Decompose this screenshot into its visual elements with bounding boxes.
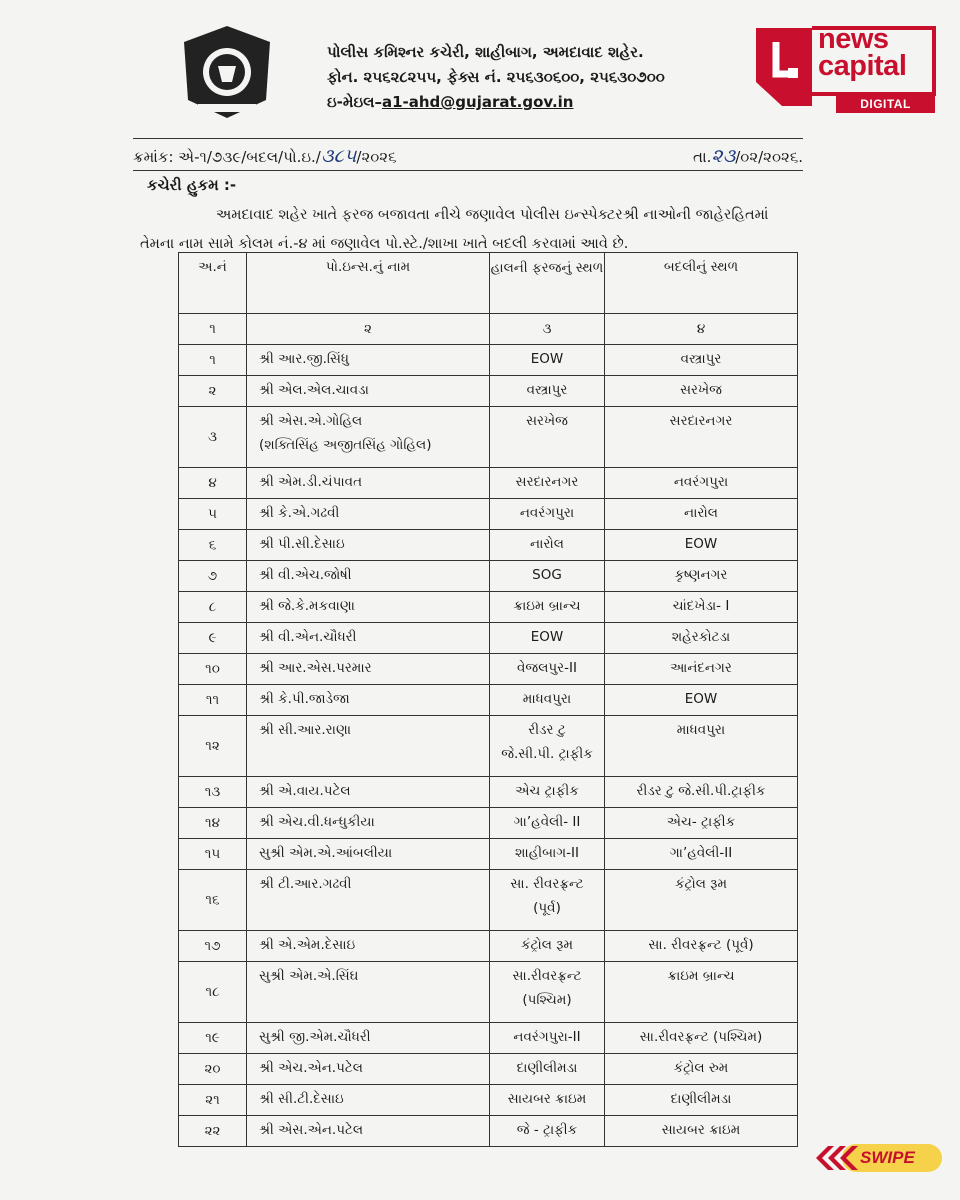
officer-name: શ્રી એસ.એન.પટેલ	[259, 1122, 364, 1138]
office-address-block	[327, 40, 665, 115]
table-row	[179, 962, 798, 1023]
transfer-place: EOW	[684, 536, 718, 552]
table-row	[179, 407, 798, 468]
cell-name	[247, 654, 490, 685]
cell-name	[247, 1116, 490, 1147]
order-title: કચેરી હુકમ :-	[147, 176, 237, 194]
table-body	[179, 345, 798, 1147]
office-email-line	[327, 90, 665, 115]
cell-name	[247, 870, 490, 931]
table-row	[179, 685, 798, 716]
header-serial: અ.નં	[179, 253, 247, 314]
cell-serial: ૧૧	[179, 685, 247, 716]
current-posting-line2: (પૂર્વ)	[533, 900, 561, 916]
table-row	[179, 716, 798, 777]
cell-current-posting	[490, 839, 605, 870]
current-posting: EOW	[530, 351, 564, 367]
transfer-place: રીડર ટુ જે.સી.પી.ટ્રાફીક	[636, 783, 766, 799]
officer-name: શ્રી ટી.આર.ગઢવી	[259, 876, 352, 892]
cell-name	[247, 499, 490, 530]
cell-serial: ૬	[179, 530, 247, 561]
transfer-place: સા.રીવરફ્રન્ટ (પશ્ચિમ)	[639, 1029, 763, 1045]
cell-current-posting	[490, 1023, 605, 1054]
cell-serial: ૨	[179, 376, 247, 407]
current-posting: સરખેજ	[526, 413, 568, 429]
colnum-4: ૪	[605, 314, 798, 345]
cell-transfer-place	[605, 592, 798, 623]
current-posting-line2: જે.સી.પી. ટ્રાફીક	[501, 746, 593, 762]
cell-serial: ૧૭	[179, 931, 247, 962]
transfer-place: એચ- ટ્રાફીક	[666, 814, 736, 830]
cell-current-posting	[490, 561, 605, 592]
logo-line-news: news	[818, 23, 889, 55]
cell-transfer-place	[605, 1054, 798, 1085]
date-handwritten-day: ૨૩	[711, 145, 736, 167]
table-row	[179, 345, 798, 376]
cell-name	[247, 839, 490, 870]
cell-transfer-place	[605, 808, 798, 839]
current-posting: સરદારનગર	[515, 474, 579, 490]
cell-name	[247, 931, 490, 962]
order-paragraph	[140, 201, 800, 259]
current-posting: એચ ટ્રાફીક	[515, 783, 579, 799]
transfer-place: ગા’હવેલી-II	[669, 845, 733, 861]
date-label: તા.	[693, 148, 712, 166]
current-posting: સા. રીવરફ્રન્ટ	[510, 876, 584, 892]
cell-name	[247, 623, 490, 654]
officer-name: શ્રી પી.સી.દેસાઇ	[259, 536, 345, 552]
cell-serial: ૨૦	[179, 1054, 247, 1085]
cell-transfer-place	[605, 1023, 798, 1054]
transfer-place: ક્રાઇમ બ્રાન્ચ	[667, 968, 735, 984]
header-name: પો.ઇન્સ.નું નામ	[247, 253, 490, 314]
office-name: પોલીસ કમિશ્નર કચેરી, શાહીબાગ, અમદાવાદ શહેર.	[327, 43, 644, 61]
table-header-row	[179, 253, 798, 314]
current-posting: નારોલ	[530, 536, 564, 552]
cell-serial: ૫	[179, 499, 247, 530]
cell-serial: ૧૨	[179, 716, 247, 777]
cell-transfer-place	[605, 716, 798, 777]
table-row	[179, 561, 798, 592]
transfer-place: આનંદનગર	[670, 660, 732, 676]
transfer-place: વસ્ત્રાપુર	[680, 351, 722, 367]
cell-serial: ૧૪	[179, 808, 247, 839]
officer-name: શ્રી એચ.એન.પટેલ	[259, 1060, 363, 1076]
transfer-place: સરખેજ	[680, 382, 722, 398]
cell-transfer-place	[605, 561, 798, 592]
table-row	[179, 777, 798, 808]
cell-transfer-place	[605, 654, 798, 685]
transfer-place: કૃષ્ણનગર	[674, 567, 728, 583]
cell-current-posting	[490, 530, 605, 561]
transfer-place: EOW	[684, 691, 718, 707]
cell-serial: ૭	[179, 561, 247, 592]
transfer-place: દાણીલીમડા	[670, 1091, 732, 1107]
news-capital-wordmark	[818, 23, 907, 82]
transfer-place: કંટ્રોલ રુમ	[673, 1060, 729, 1076]
cell-current-posting	[490, 468, 605, 499]
cell-transfer-place	[605, 468, 798, 499]
cell-name	[247, 407, 490, 468]
officer-name: શ્રી સી.આર.રાણા	[259, 722, 352, 738]
table-row	[179, 931, 798, 962]
table-row	[179, 1054, 798, 1085]
cell-current-posting	[490, 1054, 605, 1085]
cell-current-posting	[490, 685, 605, 716]
cell-current-posting	[490, 1085, 605, 1116]
cell-serial: ૧૯	[179, 1023, 247, 1054]
current-posting: વેજલપુર-II	[517, 660, 577, 676]
cell-name	[247, 376, 490, 407]
order-paragraph-text: અમદાવાદ શહેર ખાતે ફરજ બજાવતા નીચે જણાવેલ પોલીસ ઇન્સ્પેક્ટરશ્રી નાઓની જાહેરહિતમાં તેમના નામ સામે કોલમ નં.-૪ માં જણાવેલ પો.સ્ટે./શાખા ખાતે બદલી કરવામાં આવે છે.	[140, 207, 769, 252]
swipe-label[interactable]: SWIPE	[860, 1148, 915, 1167]
officer-name: શ્રી જે.કે.મકવાણા	[259, 598, 355, 614]
cell-serial: ૧૬	[179, 870, 247, 931]
table-row	[179, 808, 798, 839]
table-row	[179, 1023, 798, 1054]
top-rule	[133, 138, 803, 139]
office-phone: ફોન. ૨૫૬૨૮૨૫૫, ફેક્સ નં. ૨૫૬૩૦૬૦૦, ૨૫૬૩૦૭૦૦	[327, 68, 665, 86]
cell-current-posting	[490, 345, 605, 376]
cell-name	[247, 962, 490, 1023]
transfer-table	[178, 252, 798, 1147]
transfer-place: નારોલ	[684, 505, 718, 521]
cell-current-posting	[490, 716, 605, 777]
email-link[interactable]: a1-ahd@gujarat.gov.in	[381, 93, 574, 111]
cell-serial: ૧૮	[179, 962, 247, 1023]
cell-current-posting	[490, 592, 605, 623]
transfer-place: સાયબર ક્રાઇમ	[661, 1122, 741, 1138]
cell-serial: ૨૧	[179, 1085, 247, 1116]
cell-transfer-place	[605, 1085, 798, 1116]
transfer-place: નવરંગપુરા	[673, 474, 729, 490]
officer-name: શ્રી વી.એચ.જોષી	[259, 567, 352, 583]
colnum-3: ૩	[490, 314, 605, 345]
cell-transfer-place	[605, 685, 798, 716]
current-posting: સા.રીવરફ્રન્ટ	[512, 968, 582, 984]
cell-serial: ૮	[179, 592, 247, 623]
table-row	[179, 376, 798, 407]
current-posting: વસ્ત્રાપુર	[526, 382, 568, 398]
cell-transfer-place	[605, 530, 798, 561]
current-posting: નવરંગપુરા	[519, 505, 575, 521]
logo-digital-tag: DIGITAL	[836, 95, 935, 113]
current-posting: ગા’હવેલી- II	[513, 814, 581, 830]
cell-name	[247, 1085, 490, 1116]
transfer-place: કંટ્રોલ રૂમ	[675, 876, 727, 892]
header-current: હાલની ફરજનું સ્થળ	[490, 253, 605, 314]
current-posting: નવરંગપુરા-II	[513, 1029, 581, 1045]
current-posting-line2: (પશ્ચિમ)	[522, 992, 572, 1008]
cell-transfer-place	[605, 931, 798, 962]
current-posting: શાહીબાગ-II	[514, 845, 579, 861]
table-row	[179, 870, 798, 931]
transfer-place: માધવપુરા	[676, 722, 726, 738]
cell-name	[247, 808, 490, 839]
cell-current-posting	[490, 808, 605, 839]
cell-current-posting	[490, 777, 605, 808]
cell-name	[247, 345, 490, 376]
officer-name: શ્રી એમ.ડી.ચંપાવત	[259, 474, 363, 490]
officer-name: શ્રી કે.પી.જાડેજા	[259, 691, 350, 707]
cell-transfer-place	[605, 1116, 798, 1147]
cell-name	[247, 530, 490, 561]
cell-serial: ૧૦	[179, 654, 247, 685]
current-posting: સાયબર ક્રાઇમ	[507, 1091, 587, 1107]
current-posting: દાણીલીમડા	[516, 1060, 578, 1076]
bottom-rule	[133, 170, 803, 171]
table-colnum-row	[179, 314, 798, 345]
colnum-2: ૨	[247, 314, 490, 345]
cell-name	[247, 561, 490, 592]
cell-transfer-place	[605, 870, 798, 931]
cell-name	[247, 716, 490, 777]
cell-name	[247, 1054, 490, 1085]
cell-transfer-place	[605, 623, 798, 654]
table-row	[179, 623, 798, 654]
officer-fullname: (શક્તિસિંહ અજીતસિંહ ગોહિલ)	[259, 437, 432, 453]
table-row	[179, 530, 798, 561]
email-label: ઇ-મેઇલ–	[327, 93, 382, 111]
cell-transfer-place	[605, 839, 798, 870]
officer-name: શ્રી એ.વાય.પટેલ	[259, 783, 351, 799]
cell-current-posting	[490, 654, 605, 685]
cell-current-posting	[490, 1116, 605, 1147]
cell-transfer-place	[605, 345, 798, 376]
table-row	[179, 1085, 798, 1116]
cell-serial: ૧	[179, 345, 247, 376]
table-row	[179, 592, 798, 623]
current-posting: SOG	[532, 567, 562, 583]
transfer-place: શહેરકોટડા	[671, 629, 731, 645]
cell-name	[247, 468, 490, 499]
cell-name	[247, 685, 490, 716]
officer-name: શ્રી વી.એન.ચૌધરી	[259, 629, 357, 645]
cell-transfer-place	[605, 499, 798, 530]
cell-serial: ૧૩	[179, 777, 247, 808]
officer-name: શ્રી આર.જી.સિંધુ	[259, 351, 349, 367]
colnum-1: ૧	[179, 314, 247, 345]
cell-current-posting	[490, 376, 605, 407]
current-posting: કંટ્રોલ રૂમ	[521, 937, 573, 953]
date-suffix: /૦૨/૨૦૨૬.	[735, 148, 803, 166]
cell-serial: ૨૨	[179, 1116, 247, 1147]
gujarat-police-emblem-icon	[178, 22, 276, 122]
cell-current-posting	[490, 407, 605, 468]
table-row	[179, 499, 798, 530]
cell-serial: ૩	[179, 407, 247, 468]
reference-date	[693, 145, 803, 167]
cell-current-posting	[490, 870, 605, 931]
cell-current-posting	[490, 931, 605, 962]
officer-name: શ્રી સી.ટી.દેસાઇ	[259, 1091, 344, 1107]
table-row	[179, 468, 798, 499]
table-row	[179, 1116, 798, 1147]
reference-handwritten-no: ૩૮૫	[320, 145, 357, 167]
cell-current-posting	[490, 623, 605, 654]
officer-name: શ્રી એચ.વી.ધન્ધુકીયા	[259, 814, 375, 830]
table-row	[179, 654, 798, 685]
officer-name: સુશ્રી એમ.એ.સિંઘ	[259, 968, 359, 984]
cell-transfer-place	[605, 376, 798, 407]
officer-name: સુશ્રી એમ.એ.આંબલીયા	[259, 845, 393, 861]
cell-serial: ૪	[179, 468, 247, 499]
transfer-place: ચાંદખેડા- I	[672, 598, 730, 614]
officer-name: શ્રી એસ.એ.ગોહિલ	[259, 413, 363, 429]
logo-line-capital: capital	[818, 50, 907, 82]
current-posting: EOW	[530, 629, 564, 645]
cell-current-posting	[490, 962, 605, 1023]
reference-row	[133, 141, 803, 171]
officer-name: શ્રી એ.એમ.દેસાઇ	[259, 937, 356, 953]
current-posting: રીડર ટુ	[528, 722, 566, 738]
officer-name: શ્રી કે.એ.ગઢવી	[259, 505, 340, 521]
cell-current-posting	[490, 499, 605, 530]
cell-name	[247, 777, 490, 808]
transfer-place: સરદારનગર	[669, 413, 733, 429]
reference-prefix: ક્રમાંક: એ-૧/૭૩૯/બદલ/પો.ઇ./	[133, 148, 321, 166]
cell-transfer-place	[605, 777, 798, 808]
cell-transfer-place	[605, 962, 798, 1023]
reference-suffix: /૨૦૨૬	[356, 148, 397, 166]
current-posting: જે - ટ્રાફીક	[516, 1122, 578, 1138]
officer-name: સુશ્રી જી.એમ.ચૌધરી	[259, 1029, 371, 1045]
cell-serial: ૯	[179, 623, 247, 654]
current-posting: માધવપુરા	[522, 691, 572, 707]
officer-name: શ્રી આર.એસ.પરમાર	[259, 660, 372, 676]
table-row	[179, 839, 798, 870]
cell-transfer-place	[605, 407, 798, 468]
current-posting: ક્રાઇમ બ્રાન્ચ	[513, 598, 581, 614]
cell-name	[247, 592, 490, 623]
cell-serial: ૧૫	[179, 839, 247, 870]
officer-name: શ્રી એલ.એલ.ચાવડા	[259, 382, 369, 398]
transfer-place: સા. રીવરફ્રન્ટ (પૂર્વ)	[648, 937, 754, 953]
reference-number	[133, 145, 397, 167]
header-transfer: બદલીનું સ્થળ	[605, 253, 798, 314]
cell-name	[247, 1023, 490, 1054]
